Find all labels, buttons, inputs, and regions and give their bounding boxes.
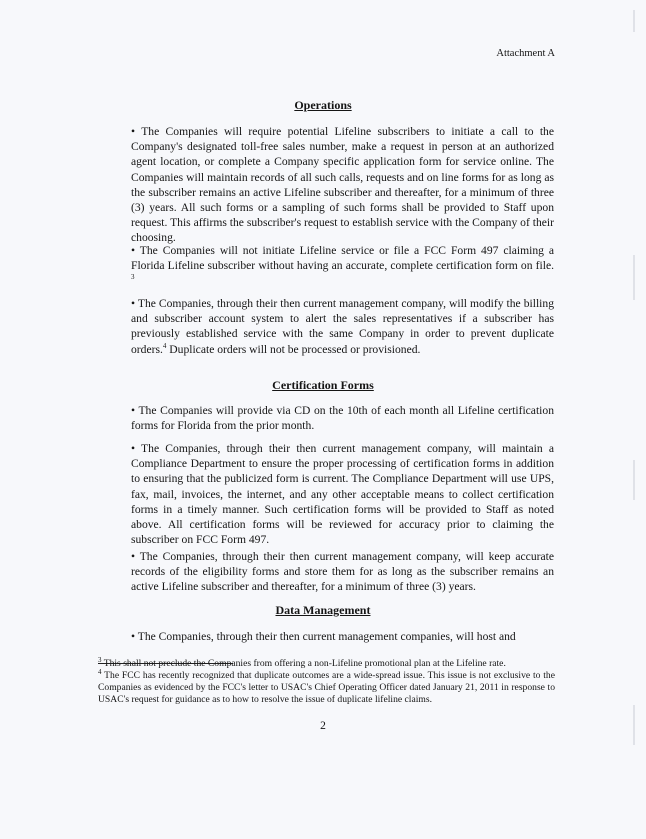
heading-certification-forms: Certification Forms bbox=[272, 378, 374, 392]
header-attachment-label: Attachment A bbox=[496, 48, 555, 59]
paragraph-certification-2: • The Companies, through their then current management company, will maintain a Compliance Department to ensure the proper processing of certification forms in addition to ensuring that the publicized form is current. The Compliance Department will use UPS, fax, mail, invoices, the internet, and any other acceptable means to collect certification forms in a timely manner. Such certification forms will be provided to Staff as noted above. All certification forms will be reviewed for accuracy prior to claiming the subscriber on FCC Form 497. bbox=[131, 442, 554, 547]
paragraph-operations-3 bbox=[131, 296, 554, 357]
heading-data-management: Data Management bbox=[275, 603, 371, 617]
footnote-number: 3 bbox=[98, 655, 102, 664]
footnote-ref-4: 4 bbox=[162, 341, 167, 350]
footnote-ref-3: 3 bbox=[131, 273, 135, 282]
paragraph-data-management-1: • The Companies, through their then current management companies, will host and bbox=[131, 630, 516, 643]
paragraph-text: • The Companies will not initiate Lifeline service or file a FCC Form 497 claiming a Florida Lifeline subscriber without having an accurate, complete certification form on file. bbox=[131, 244, 554, 273]
paragraph-text: • The Companies, through their then current management company, will modify the billing and subscriber account system to alert the sales representatives if a subscriber has previously established service with the same Company in order to prevent duplicate orders. bbox=[131, 297, 554, 356]
paragraph-operations-1: • The Companies will require potential Lifeline subscribers to initiate a call to the Company's designated toll-free sales number, make a request in person at an authorized agent location, or complete a Company specific application form for service online. The Companies will maintain records of all such calls, requests and on line forms for as long as the subscriber remains an active Lifeline subscriber and thereafter, for a minimum of three (3) years. All such forms or a sampling of such forms shall be provided to Staff upon request. This affirms the subscriber's request to establish service with the Company of their choosing. bbox=[131, 125, 554, 245]
footnote-text: The FCC has recently recognized that duplicate outcomes are a wide-spread issue. This issue is not exclusive to the Companies as evidenced by the FCC's letter to USAC's Chief Operating Officer dated January 21, 2011 in response to USAC's request for guidance as to how to resolve the issue of duplicate lifeline claims. bbox=[98, 670, 555, 705]
paragraph-certification-1: • The Companies will provide via CD on the 10th of each month all Lifeline certification forms for Florida from the prior month. bbox=[131, 404, 554, 433]
footnote-4 bbox=[98, 667, 555, 706]
heading-operations: Operations bbox=[294, 98, 352, 112]
paragraph-operations-2 bbox=[131, 243, 554, 289]
footnote-3 bbox=[98, 655, 555, 670]
scan-margin-mark bbox=[633, 255, 635, 300]
scan-margin-mark bbox=[633, 10, 635, 32]
footnote-number: 4 bbox=[98, 667, 102, 676]
scan-margin-mark bbox=[633, 705, 635, 745]
page-number: 2 bbox=[320, 720, 326, 732]
paragraph-certification-3: • The Companies, through their then current management company, will keep accurate records of the eligibility forms and store them for as long as the subscriber remains an active Lifeline subscriber and thereafter, for a minimum of three (3) years. bbox=[131, 550, 554, 594]
paragraph-text-tail: Duplicate orders will not be processed or provisioned. bbox=[166, 342, 421, 356]
scan-margin-mark bbox=[633, 460, 635, 500]
footnote-text: This shall not preclude the Companies from offering a non-Lifeline promotional plan at the Lifeline rate. bbox=[103, 658, 506, 669]
